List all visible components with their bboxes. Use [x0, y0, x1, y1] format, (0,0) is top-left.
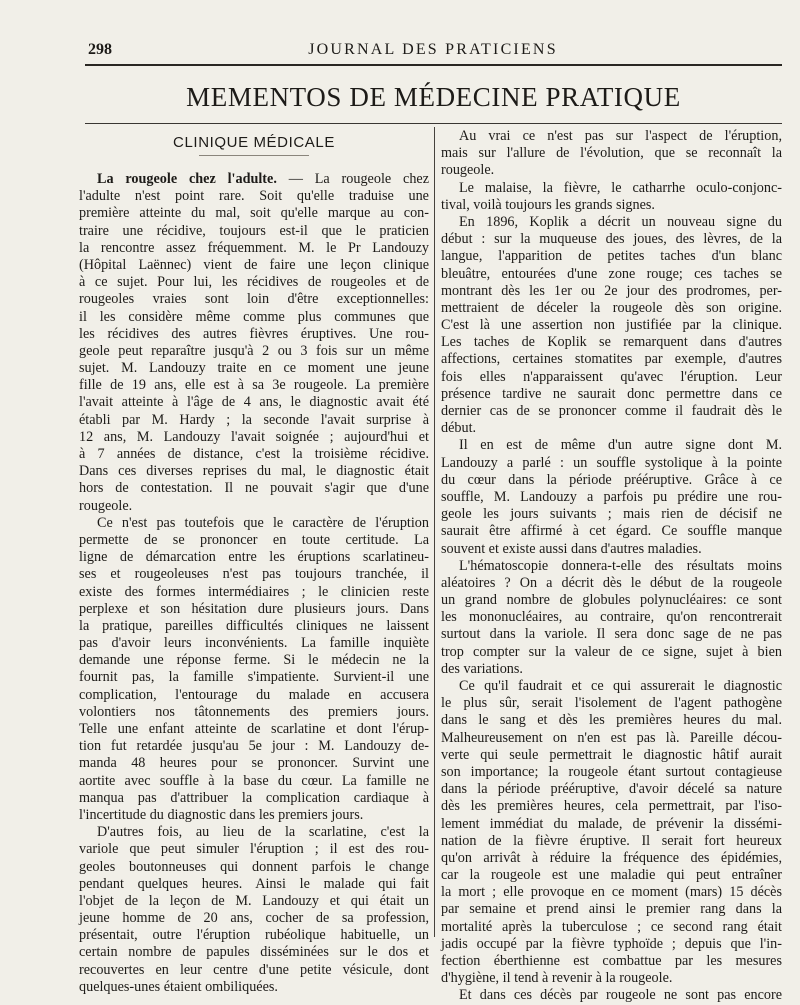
text-line — [441, 575, 782, 592]
line-text: complication, l'entourage du malade en accusera — [79, 686, 429, 703]
text-line — [79, 205, 429, 222]
line-text: geole les jours suivants ; mais rien de décisif ne — [441, 506, 782, 523]
line-text: certain nombre de papules disséminées sur le dos et — [79, 944, 429, 961]
text-line — [441, 489, 782, 506]
text-line — [441, 231, 782, 248]
line-text: Les taches de Koplik se remarquent dans d'autres — [441, 334, 782, 351]
right-column-text — [441, 128, 782, 1005]
text-line — [441, 248, 782, 265]
line-text: aortite avec souffle à la base du cœur. La famille ne — [79, 772, 429, 789]
line-text: un grand nombre de globules polynucléaires: ce sont — [441, 592, 782, 609]
text-line — [79, 773, 429, 790]
line-text: souvent et existe aussi dans d'autres maladies. — [441, 540, 702, 557]
text-line — [79, 979, 429, 996]
subsection-rule — [199, 155, 309, 156]
line-text: variole que peut simuler l'éruption ; il est des rou- — [79, 841, 429, 858]
text-line — [441, 472, 782, 489]
line-text: Le malaise, la fièvre, le catharrhe oculo-conjonc- — [459, 179, 782, 196]
text-line — [79, 463, 429, 480]
line-text: sujet. M. Landouzy traite en ce moment une jeune — [79, 360, 429, 377]
subsection-title: CLINIQUE MÉDICALE — [173, 134, 335, 151]
text-line — [441, 455, 782, 472]
line-text: jeune homme de 20 ans, cocher de sa profession, — [79, 910, 429, 927]
line-text: saurait être affirmé à cet égard. Ce souffle manque — [441, 523, 782, 540]
line-text: fournit pas, la famille s'impatiente. Survient-il une — [79, 669, 429, 686]
left-column-text — [79, 171, 429, 996]
line-text: Il en est de même d'un autre signe dont M. — [459, 437, 782, 454]
line-text: début : sur la muqueuse des joues, des lèvres, de la — [441, 231, 782, 248]
line-text: permette de se prononcer en toute certitude. La — [79, 531, 429, 548]
line-text: rougeole. — [79, 497, 133, 514]
line-text: rougeole. — [441, 162, 495, 179]
text-line — [441, 764, 782, 781]
text-line — [441, 162, 782, 179]
text-line — [441, 850, 782, 867]
text-line — [441, 919, 782, 936]
line-text: Telle une enfant atteinte de scarlatine et dont l'érup- — [79, 721, 429, 737]
line-text: la rencontre assez fréquemment. M. le Pr Landouzy — [79, 239, 429, 256]
text-line — [79, 893, 429, 910]
text-line — [79, 566, 429, 583]
text-line — [79, 480, 429, 497]
section-title: MEMENTOS DE MÉDECINE PRATIQUE — [186, 82, 681, 112]
line-text: mettraient de déceler la rougeole dès son origine. — [441, 299, 782, 316]
text-line — [79, 429, 429, 446]
text-line — [441, 145, 782, 162]
text-line — [79, 652, 429, 669]
text-line — [441, 266, 782, 283]
text-line — [441, 747, 782, 764]
text-line — [79, 360, 429, 377]
text-line — [441, 386, 782, 403]
text-line — [79, 549, 429, 566]
text-line — [79, 721, 429, 738]
line-text: volontiers nos tâtonnements des premiers jours. — [79, 703, 429, 720]
right-column — [441, 128, 782, 1005]
line-text: l'adulte n'est point rare. Soit qu'elle traduise une — [79, 188, 429, 205]
text-line — [79, 532, 429, 549]
text-line — [441, 128, 782, 145]
text-line — [79, 257, 429, 274]
line-text: hors de contestation. Il ne pouvait s'agir que d'une — [79, 480, 429, 497]
line-text: affections, certaines stomatites par exemple, d'autres — [441, 351, 782, 368]
text-line — [441, 437, 782, 454]
line-text: (Hôpital Laënnec) vient de faire une leçon clinique — [79, 256, 429, 273]
text-line — [79, 704, 429, 721]
line-text: le plus sûr, serait l'isolement de l'agent pathogène — [441, 695, 782, 712]
line-text: début. — [441, 420, 477, 437]
text-line — [79, 790, 429, 807]
text-line — [441, 609, 782, 626]
line-text: présence tardive ne saurait donc permettre dans ce — [441, 385, 782, 402]
text-line — [441, 936, 782, 953]
text-line — [79, 240, 429, 257]
section-rule — [85, 123, 782, 124]
left-column — [79, 130, 429, 996]
line-text: surtout dans la variole. Il sera donc sage de ne pas — [441, 626, 782, 643]
text-line — [79, 394, 429, 411]
text-line — [79, 377, 429, 394]
line-text: Dans ces diverses reprises du mal, le diagnostic était — [79, 463, 429, 480]
line-text: dans le sang et dès les premières heures du mal. — [441, 712, 782, 729]
page-number: 298 — [88, 41, 112, 58]
text-line — [79, 807, 429, 824]
line-text: traire une récidive, toujours est-il que le praticien — [79, 222, 429, 239]
text-line — [79, 841, 429, 858]
line-text: la mort ; elle provoque en ce moment (mars) 15 décès — [441, 884, 782, 901]
text-line — [441, 661, 782, 678]
text-line — [441, 678, 782, 695]
text-line — [79, 601, 429, 618]
text-line — [441, 403, 782, 420]
line-text: pas d'avoir leurs inconvénients. La famille inquiète — [79, 635, 429, 652]
text-line — [79, 291, 429, 308]
line-text: trop compter sur la valeur de ce signe, sujet à bien — [441, 643, 782, 660]
line-text: dans la période prééruptive, d'avoir décelé sa nature — [441, 781, 782, 798]
text-line — [441, 558, 782, 575]
text-line — [79, 171, 429, 188]
line-text: du cœur dans la période prééruptive. Grâce à ce — [441, 471, 782, 488]
line-text: langue, l'apparition de petites taches d'un blanc — [441, 248, 782, 265]
line-text: 12 ans, M. Landouzy l'avait soignée ; aujourd'hui et — [79, 428, 429, 445]
text-line — [79, 515, 429, 532]
line-text: tion fut retardée jusqu'au 5e jour : M. Landouzy de- — [79, 738, 429, 755]
text-line — [441, 867, 782, 884]
text-line — [79, 859, 429, 876]
text-line — [79, 309, 429, 326]
article-title: La rougeole chez l'adulte. — [97, 171, 277, 187]
text-line — [441, 351, 782, 368]
text-line — [79, 584, 429, 601]
line-text: pendant quelques heures. Ainsi le malade qui fait — [79, 875, 429, 892]
line-text: aléatoires ? On a décrit dès le début de la rougeole — [441, 574, 782, 591]
text-line — [79, 910, 429, 927]
line-text: En 1896, Koplik a décrit un nouveau signe du — [459, 213, 782, 230]
text-line — [441, 712, 782, 729]
text-line — [441, 626, 782, 643]
line-text: geoles boutonneuses qui donnent parfois le change — [79, 858, 429, 875]
text-line — [79, 669, 429, 686]
line-text: lement immédiat du malade, de prévenir la dissémi- — [441, 815, 782, 832]
text-line — [441, 523, 782, 540]
text-line — [79, 188, 429, 205]
line-text: fection éberthienne est combattue par les mesures — [441, 953, 782, 969]
line-text: recouvertes en leur centre d'une petite vésicule, dont — [79, 961, 429, 978]
line-text: il les considère même comme plus communes que — [79, 308, 429, 325]
text-line — [441, 420, 782, 437]
line-text: nation de la fièvre éruptive. Il serait fort heureux — [441, 832, 782, 849]
line-text: perplexe et son hésitation dure plusieurs jours. Dans — [79, 600, 429, 617]
line-text: existe des formes intermédiaires ; le clinicien reste — [79, 583, 429, 600]
text-line — [79, 824, 429, 841]
text-line — [79, 498, 429, 515]
running-title: JOURNAL DES PRATICIENS — [308, 41, 558, 58]
header-rule — [85, 64, 782, 66]
text-line — [79, 755, 429, 772]
text-line — [79, 944, 429, 961]
text-line — [441, 695, 782, 712]
text-line — [79, 326, 429, 343]
text-line — [441, 781, 782, 798]
column-divider — [434, 127, 435, 937]
line-text: manda 48 heures pour se prononcer. Survint une — [79, 755, 429, 772]
line-text: dernier cas de se prononcer comme il faudrait dès le — [441, 403, 782, 419]
line-text: première atteinte du mal, soit qu'elle marque au con- — [79, 205, 429, 222]
text-line — [441, 970, 782, 987]
text-line — [441, 317, 782, 334]
line-text: des variations. — [441, 660, 523, 677]
text-line — [441, 987, 782, 1004]
text-line — [79, 343, 429, 360]
line-text: Ce n'est pas toutefois que le caractère de l'éruption — [97, 514, 429, 531]
line-text: ligne de démarcation entre les éruptions scarlatineu- — [79, 549, 429, 566]
line-text: bleuâtre, entourées d'une zone rouge; ces taches se — [441, 265, 782, 282]
text-line — [79, 274, 429, 291]
text-line — [441, 197, 782, 214]
line-text: tival, voilà toujours les grands signes. — [441, 196, 655, 213]
line-text: jadis occupé par la fièvre typhoïde ; depuis que l'in- — [441, 935, 782, 952]
line-text: Ce qu'il faudrait et ce qui assurerait le diagnostic — [459, 678, 782, 694]
line-text: l'objet de la leçon de M. Landouzy et qui était un — [79, 892, 429, 909]
line-text: demande une réponse ferme. Si le médecin ne la — [79, 652, 429, 669]
line-text: l'incertitude du diagnostic dans les premiers jours. — [79, 806, 364, 823]
text-line — [79, 618, 429, 635]
text-line — [441, 180, 782, 197]
text-line — [441, 644, 782, 661]
line-text: fois elles n'apparaissent qu'avec l'éruption. Leur — [441, 368, 782, 385]
line-text: présentait, outre l'éruption rubéolique habituelle, un — [79, 927, 429, 944]
line-text: les mononucléaires, au contraire, qu'on rencontrerait — [441, 609, 782, 626]
line-text: ses et rougeoleuses n'est pas toujours tranchée, il — [79, 566, 429, 583]
line-text: les récidives des autres fièvres éruptives. Une rou- — [79, 325, 429, 342]
line-text: Au vrai ce n'est pas sur l'aspect de l'éruption, — [459, 128, 782, 144]
text-line — [79, 738, 429, 755]
text-line — [79, 876, 429, 893]
text-line — [79, 223, 429, 240]
line-text: L'hématoscopie donnera-t-elle des résultats moins — [459, 557, 782, 574]
text-line — [79, 635, 429, 652]
line-text: rougeoles vraies sont loin d'être exceptionnelles: — [79, 291, 429, 308]
text-line — [441, 541, 782, 558]
text-line — [441, 953, 782, 970]
line-text: Et dans ces décès par rougeole ne sont pas encore — [459, 987, 782, 1004]
line-text: à 7 années de distance, c'est la troisième récidive. — [79, 446, 429, 462]
text-line — [441, 334, 782, 351]
text-line — [441, 300, 782, 317]
line-text: quelques-unes étaient ombiliquées. — [79, 978, 278, 995]
text-line — [79, 962, 429, 979]
line-text: C'est là une assertion non justifiée par la clinique. — [441, 317, 782, 334]
line-text: geole peut reparaître jusqu'à 2 ou 3 fois sur un même — [79, 342, 429, 359]
line-text: son importance; la rougeole étant surtout contagieuse — [441, 763, 782, 780]
text-line — [441, 369, 782, 386]
text-line — [441, 592, 782, 609]
text-line — [441, 798, 782, 815]
line-text: montrant dès les 1er ou 2e jour des prodromes, per- — [441, 282, 782, 299]
text-line — [441, 816, 782, 833]
line-text: Malheureusement on n'en est pas là. Pareille décou- — [441, 729, 782, 746]
line-text: à ce sujet. Pour lui, les récidives de rougeoles et de — [79, 274, 429, 291]
text-line — [79, 687, 429, 704]
line-text: qu'on arrivât à réduire la fréquence des épidémies, — [441, 849, 782, 866]
line-text: mortalité après la tuberculose ; ce second rang était — [441, 918, 782, 935]
line-text: verte qui seule permettrait le diagnostic hâtif aurait — [441, 746, 782, 763]
text-line — [441, 833, 782, 850]
text-line — [441, 884, 782, 901]
text-line — [441, 506, 782, 523]
line-text: manqua pas d'attribuer la complication cardiaque à — [79, 789, 429, 806]
text-line — [441, 901, 782, 918]
line-text: D'autres fois, au lieu de la scarlatine, c'est la — [97, 824, 429, 841]
line-text: dès les premières heures, cela permettrait, par l'iso- — [441, 798, 782, 815]
line-text: par semaine et prend ainsi le premier rang dans la — [441, 901, 782, 918]
line-text: mais sur l'allure de l'évolution, que se reconnaît la — [441, 145, 782, 162]
line-text: — La rougeole chez — [288, 171, 430, 187]
text-line — [441, 283, 782, 300]
line-text: l'avait atteinte à l'âge de 4 ans, le diagnostic avait été — [79, 394, 429, 411]
text-line — [79, 927, 429, 944]
line-text: la pratique, pareilles difficultés cliniques ne laissent — [79, 617, 429, 634]
line-text: établi par M. Hardy ; la seconde l'avait surprise à — [79, 411, 429, 428]
text-line — [441, 730, 782, 747]
line-text: fille de 19 ans, elle est à sa 3e rougeole. La première — [79, 377, 429, 394]
line-text: d'hygiène, il tend à revenir à la rougeole. — [441, 970, 673, 987]
line-text: car la rougeole est une maladie qui peut entraîner — [441, 867, 782, 884]
line-text: Landouzy a parlé : un souffle systolique à la pointe — [441, 454, 782, 471]
text-line — [79, 412, 429, 429]
text-line — [441, 214, 782, 231]
text-line — [79, 446, 429, 463]
running-header — [88, 40, 778, 66]
line-text: souffle, M. Landouzy a parfois pu prédire une rou- — [441, 488, 782, 505]
